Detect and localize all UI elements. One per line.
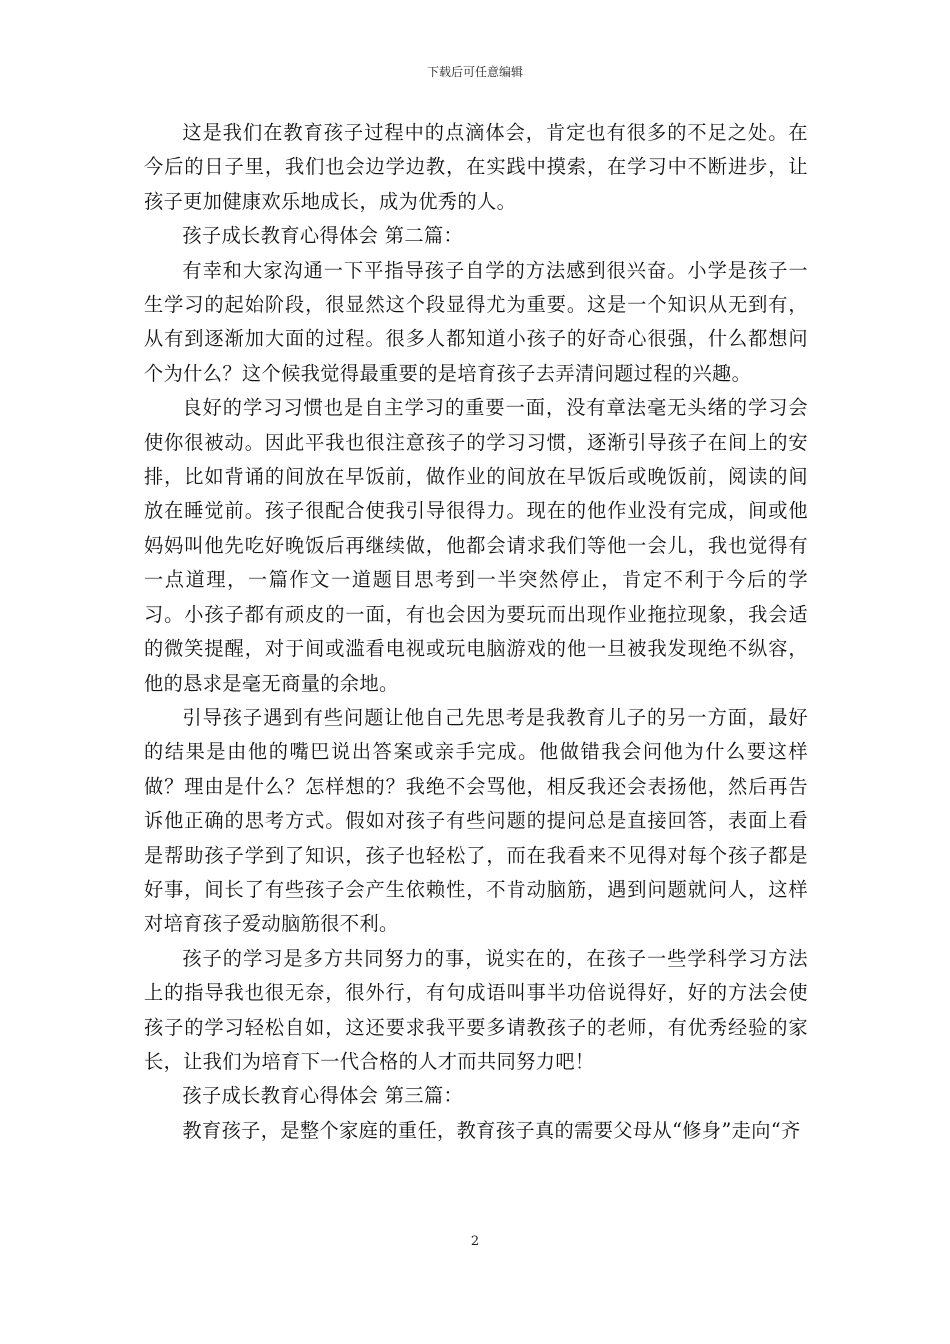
page-header bbox=[0, 64, 950, 80]
section-heading-second: 孩子成长教育心得体会 第二篇： bbox=[182, 224, 464, 248]
paragraph-family-responsibility: 教育孩子，是整个家庭的重任，教育孩子真的需要父母从“修身”走向“齐 bbox=[182, 1118, 801, 1142]
page-footer bbox=[0, 1233, 950, 1251]
paragraph-independent-thinking: 引导孩子遇到有些问题让他自己先思考是我教育儿子的另一方面，最好的结果是由他的嘴巴说出答案或亲手完成。他做错我会问他为什么要这样做？理由是什么？怎样想的？我绝不会骂他，相反我还会表扬他，然后再告诉他正确的思考方式。假如对孩子有些问题的提问总是直接回答，表面上看是帮助孩子学到了知识，孩子也轻松了，而在我看来不见得对每个孩子都是好事，间长了有些孩子会产生依赖性，不肯动脑筋，遇到问题就问人，这样对培育孩子爱动脑筋很不利。 bbox=[144, 705, 808, 936]
paragraph-closing-first-essay: 这是我们在教育孩子过程中的点滴体会，肯定也有很多的不足之处。在今后的日子里，我们也会边学边教，在实践中摸索，在学习中不断进步，让孩子更加健康欢乐地成长，成为优秀的人。 bbox=[144, 121, 808, 213]
paragraph-study-habits: 良好的学习习惯也是自主学习的重要一面，没有章法毫无头绪的学习会使你很被动。因此平我也很注意孩子的学习习惯，逐渐引导孩子在间上的安排，比如背诵的间放在早饭前，做作业的间放在早饭后或晚饭前，阅读的间放在睡觉前。孩子很配合使我引导很得力。现在的他作业没有完成，间或他妈妈叫他先吃好晚饭后再继续做，他都会请求我们等他一会儿，我也觉得有一点道理，一篇作文一道题目思考到一半突然停止，肯定不利于今后的学习。小孩子都有顽皮的一面，有也会因为要玩而出现作业拖拉现象，我会适的微笑提醒，对于间或滥看电视或玩电脑游戏的他一旦被我发现绝不纵容，他的恳求是毫无商量的余地。 bbox=[144, 396, 808, 695]
page-number: 2 bbox=[470, 1234, 480, 1249]
header-note: 下载后可任意编辑 bbox=[426, 65, 523, 79]
section-heading-third: 孩子成长教育心得体会 第三篇： bbox=[182, 1084, 464, 1108]
paragraph-self-study-intro: 有幸和大家沟通一下平指导孩子自学的方法感到很兴奋。小学是孩子一生学习的起始阶段，很显然这个段显得尤为重要。这是一个知识从无到有，从有到逐渐加大面的过程。很多人都知道小孩子的好奇心很强，什么都想问个为什么？这个候我觉得最重要的是培育孩子去弄清问题过程的兴趣。 bbox=[144, 258, 808, 385]
document-body bbox=[144, 116, 808, 1148]
paragraph-joint-effort: 孩子的学习是多方共同努力的事，说实在的，在孩子一些学科学习方法上的指导我也很无奈，很外行，有句成语叫事半功倍说得好，好的方法会使孩子的学习轻松自如，这还要求我平要多请教孩子的老师，有优秀经验的家长，让我们为培育下一代合格的人才而共同努力吧！ bbox=[144, 946, 808, 1073]
